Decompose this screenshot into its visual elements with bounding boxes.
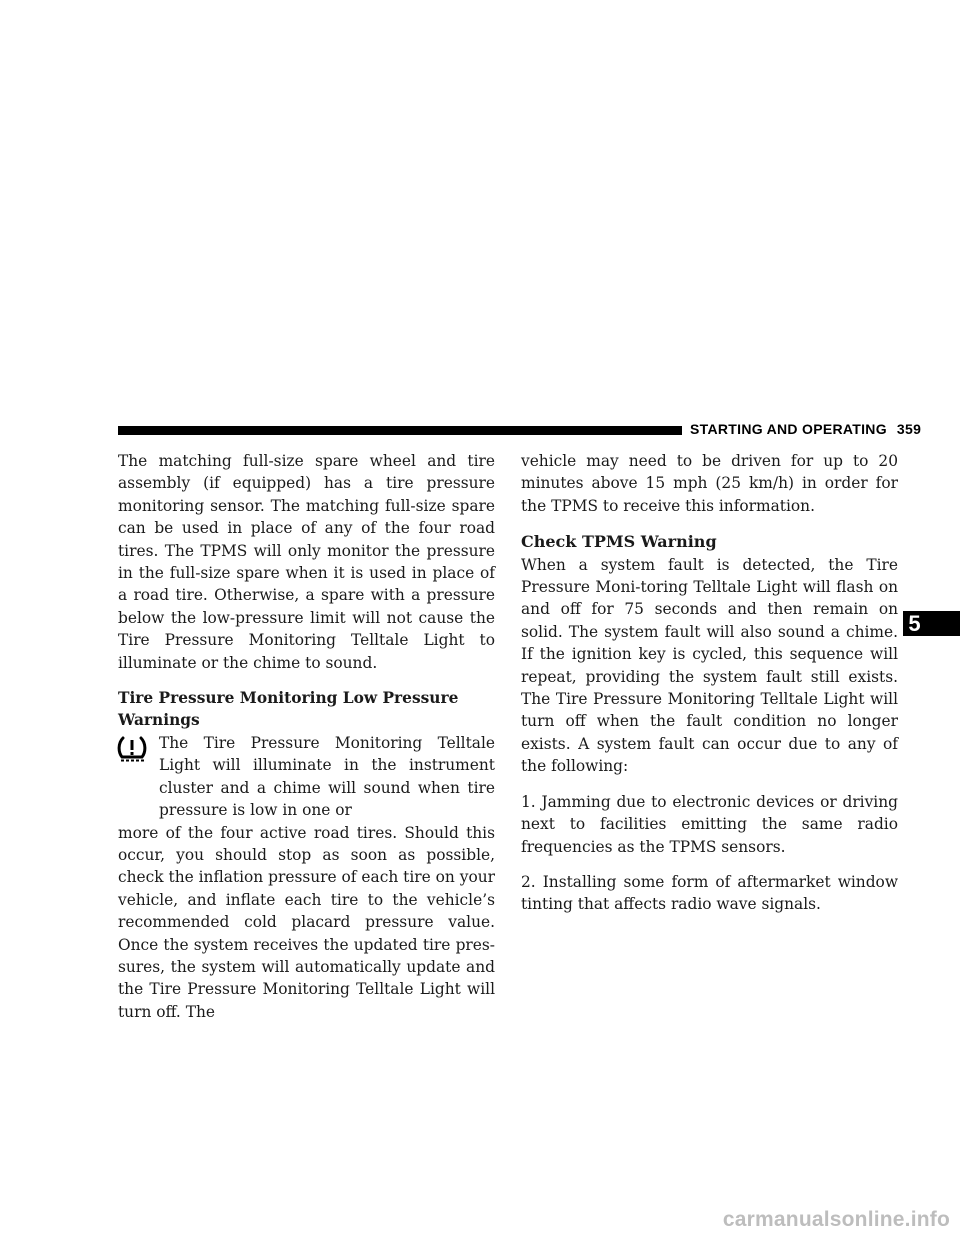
fault-item-2: 2. Installing some form of aftermarket window tinting that affects radio wave signals.: [521, 872, 898, 914]
low-pressure-warning-block: [118, 732, 495, 1023]
continuation-paragraph: vehicle may need to be driven for up to 20 minutes above 15 mph (25 km/h) in order for the TPMS to receive this information.: [521, 452, 898, 515]
watermark: carmanualsonline.info: [722, 1208, 950, 1231]
system-fault-paragraph: When a system fault is detected, the Tire Pressure Moni-toring Telltale Light will flash on and off for 75 seconds and then remain on solid. The system fault will also sound a chime. If the ignition key is cycled, this sequence will repeat, providing the system fault still exists. The Tire Pressure Monitoring Telltale Light will turn off when the fault condition no longer exists. A system fault can occur due to any of the following:: [521, 555, 898, 776]
check-tpms-heading: Check TPMS Warning: [521, 532, 717, 552]
left-column: [118, 450, 495, 1036]
low-pressure-heading: Tire Pressure Monitoring Low Pressure Warnings: [118, 689, 459, 730]
header-rule: [118, 426, 682, 435]
running-header: [690, 421, 922, 439]
warning-indented-text: The Tire Pressure Monitoring Telltale Light will illuminate in the instrument cluster and a chime will sound when tire pressure is low in one or: [159, 733, 495, 820]
chapter-number: 5: [908, 611, 921, 636]
right-column: [521, 450, 898, 929]
fault-item-1: 1. Jamming due to electronic devices or driving next to facilities emitting the same radio frequencies as the TPMS sensors.: [521, 792, 898, 856]
page-number: 359: [896, 421, 922, 437]
section-title: STARTING AND OPERATING: [690, 421, 887, 437]
tire-pressure-warning-icon: [117, 735, 147, 762]
warning-continuation-text: more of the four active road tires. Should this occur, you should stop as soon as possible, check the inflation pressure of each tire on your vehicle, and inflate each tire to the vehicle’s recommended cold placard pressure value. Once the system receives the updated tire pres-sures, the system will automatically update and the Tire Pressure Monitoring Telltale Light will turn off. The: [118, 823, 495, 1021]
chapter-tab: [903, 611, 960, 636]
spare-tire-paragraph: The matching full-size spare wheel and tire assembly (if equipped) has a tire pressure monitoring sensor. The matching full-size spare can be used in place of any of the four road tires. The TPMS will only monitor the pressure in the full-size spare when it is used in place of a road tire. Otherwise, a spare with a pressure below the low-pressure limit will not cause the Tire Pressure Monitoring Telltale Light to illuminate or the chime to sound.: [118, 452, 495, 672]
